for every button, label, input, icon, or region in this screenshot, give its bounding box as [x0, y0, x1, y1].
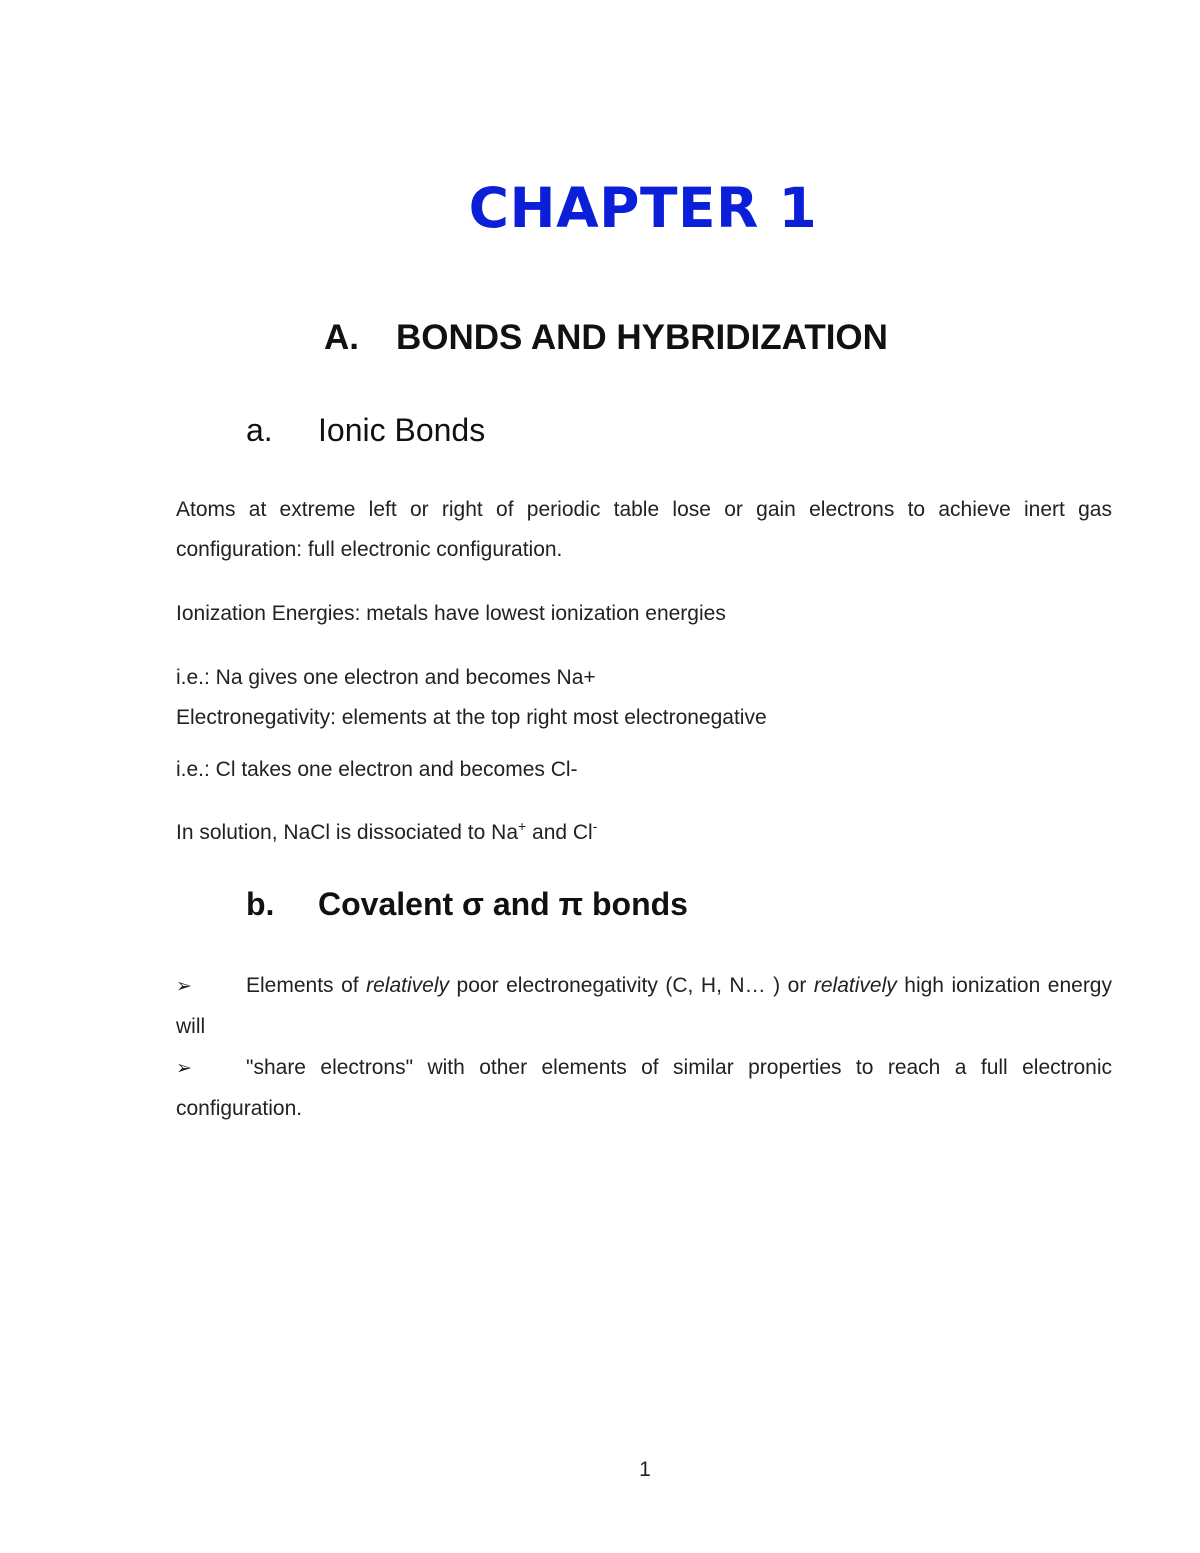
subsection-heading-ionic — [246, 412, 485, 449]
subsection-number: a. — [246, 412, 273, 448]
paragraph-inert-gas: Atoms at extreme left or right of periodic table lose or gain electrons to achieve inert gas configuration: full electronic configuration. — [176, 498, 1112, 561]
na-charge-superscript: + — [518, 818, 527, 834]
bullet-item-share-electrons — [176, 1048, 1112, 1129]
bullet-text: poor electronegativity (C, H, N… ) or — [449, 974, 814, 997]
paragraph-na-example: i.e.: Na gives one electron and becomes Na+ — [176, 666, 596, 689]
bullet-emphasis: relatively — [366, 974, 449, 997]
bullet-text: high ionization energy will — [176, 974, 1112, 1038]
paragraph-ionization: Ionization Energies: metals have lowest ionization energies — [176, 602, 726, 625]
nacl-text-start: In solution, NaCl is dissociated to Na — [176, 821, 518, 844]
nacl-text-mid: and Cl — [526, 821, 593, 844]
bullet-emphasis: relatively — [813, 974, 897, 997]
section-title: BONDS AND HYBRIDIZATION — [396, 318, 888, 357]
paragraph-nacl-solution — [176, 813, 1112, 853]
arrow-bullet-icon: ➢ — [176, 1058, 192, 1079]
subsection-title: Ionic Bonds — [318, 412, 486, 448]
bullet-item-elements — [176, 966, 1112, 1047]
cl-charge-superscript: - — [592, 818, 598, 834]
subsection-title: Covalent σ and π bonds — [318, 886, 688, 922]
bullet-text: Elements of — [246, 974, 367, 997]
paragraph-cl-example: i.e.: Cl takes one electron and becomes Cl- — [176, 758, 578, 781]
page-number: 1 — [639, 1458, 651, 1481]
arrow-bullet-icon: ➢ — [176, 976, 192, 997]
section-heading — [324, 318, 888, 358]
subsection-heading-covalent — [246, 886, 688, 923]
paragraph-electronegativity: Electronegativity: elements at the top right most electronegative — [176, 706, 767, 729]
subsection-number: b. — [246, 886, 275, 922]
chapter-title: CHAPTER 1 — [468, 176, 818, 240]
section-number: A. — [324, 318, 359, 357]
bullet-text: "share electrons" with other elements of similar properties to reach a full electronic configuration. — [176, 1056, 1112, 1120]
